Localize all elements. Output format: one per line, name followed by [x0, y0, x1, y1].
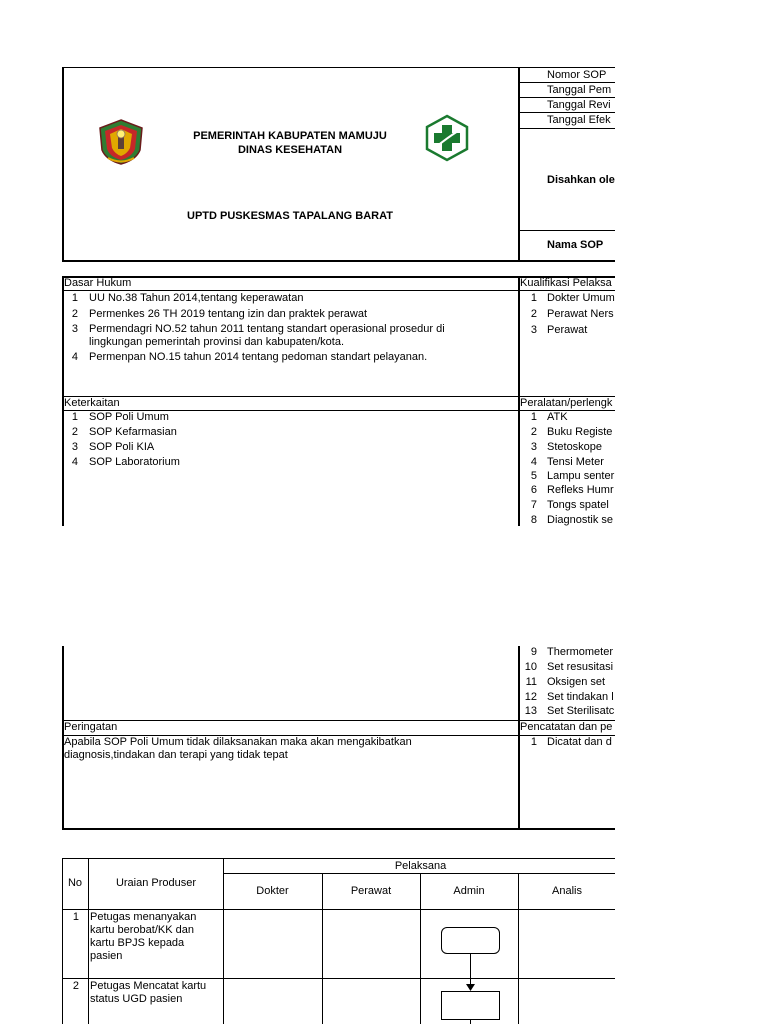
list-number: 12	[524, 691, 537, 703]
table-rule	[223, 858, 224, 1024]
list-number: 6	[530, 484, 537, 496]
list-item: Permenpan NO.15 tahun 2014 tentang pedoman standart pelayanan.	[89, 351, 428, 363]
list-item: Set tindakan l	[547, 691, 614, 703]
list-number: 3	[71, 441, 78, 453]
list-item: Refleks Humr	[547, 484, 614, 496]
row-text: Petugas Mencatat kartu	[90, 980, 207, 992]
list-item: Perawat	[547, 324, 588, 336]
list-number: 13	[524, 705, 537, 717]
unit-name: UPTD PUSKESMAS TAPALANG BARAT	[187, 210, 393, 222]
meta-rule	[519, 82, 615, 83]
list-item: SOP Poli Umum	[89, 411, 169, 423]
list-item: Tensi Meter	[547, 456, 604, 468]
col-uraian-header: Uraian Produser	[115, 877, 197, 889]
section-header-rule	[62, 290, 615, 291]
header-top-border	[62, 67, 615, 68]
role-admin: Admin	[453, 885, 485, 897]
gov-line-2: DINAS KESEHATAN	[237, 144, 343, 156]
meta-rule	[519, 230, 615, 231]
row-number: 2	[72, 980, 79, 992]
dasar-hukum-title: Dasar Hukum	[64, 277, 132, 289]
list-item: Thermometer	[547, 646, 614, 658]
list-item: ATK	[547, 411, 568, 423]
list-number: 10	[524, 661, 537, 673]
row-text: kartu BPJS kepada	[90, 937, 185, 949]
keterkaitan-title: Keterkaitan	[64, 397, 120, 409]
list-item-continued: lingkungan pemerintah provinsi dan kabupaten/kota.	[89, 336, 345, 348]
list-item: Set Sterilisatc	[547, 705, 615, 717]
list-number: 1	[71, 292, 78, 304]
list-item: SOP Kefarmasian	[89, 426, 177, 438]
role-analis: Analis	[552, 885, 582, 897]
peralatan-title: Peralatan/perlengk	[520, 397, 613, 409]
list-item: Lampu senter	[547, 470, 615, 482]
list-number: 4	[71, 456, 78, 468]
list-item: Permenkes 26 TH 2019 tentang izin dan praktek perawat	[89, 308, 368, 320]
table-rule	[62, 978, 615, 979]
flow-start-terminator	[441, 927, 500, 954]
list-item: SOP Poli KIA	[89, 441, 155, 453]
table-rule	[62, 858, 615, 859]
kabupaten-crest-icon	[96, 118, 146, 166]
peringatan-title: Peringatan	[64, 721, 118, 733]
header-bottom-border	[62, 260, 615, 262]
list-item: UU No.38 Tahun 2014,tentang keperawatan	[89, 292, 304, 304]
meta-rule	[519, 112, 615, 113]
disahkan-label: Disahkan ole	[547, 174, 615, 186]
meta-tanggal-pembuatan: Tanggal Pem	[547, 84, 612, 96]
table-rule	[223, 873, 615, 874]
list-number: 5	[530, 470, 537, 482]
nama-sop-label: Nama SOP	[547, 239, 604, 251]
list-item: Oksigen set	[547, 676, 606, 688]
role-perawat: Perawat	[350, 885, 392, 897]
peringatan-text-line-2: diagnosis,tindakan dan terapi yang tidak tepat	[64, 749, 288, 761]
list-number: 8	[530, 514, 537, 526]
row-number: 1	[72, 911, 79, 923]
col-no-header: No	[67, 877, 83, 889]
pencatatan-title: Pencatatan dan pe	[520, 721, 613, 733]
kualifikasi-title: Kualifikasi Pelaksa	[520, 277, 612, 289]
meta-nomor-sop: Nomor SOP	[547, 69, 607, 81]
flow-process-box	[441, 991, 500, 1020]
list-number: 1	[71, 411, 78, 423]
meta-tanggal-efektif: Tanggal Efek	[547, 114, 611, 126]
header-left-border	[62, 67, 64, 261]
list-item: Tongs spatel	[547, 499, 609, 511]
list-item: SOP Laboratorium	[89, 456, 180, 468]
list-number: 3	[71, 323, 78, 335]
meta-rule	[519, 97, 615, 98]
flow-connector	[470, 1019, 471, 1024]
list-number: 1	[530, 411, 537, 423]
row-text: kartu berobat/KK dan	[90, 924, 194, 936]
section-bottom-border	[62, 828, 615, 830]
row-text: Petugas menanyakan	[90, 911, 197, 923]
list-number: 4	[71, 351, 78, 363]
role-dokter: Dokter	[256, 885, 289, 897]
row-text: status UGD pasien	[90, 993, 183, 1005]
list-number: 2	[530, 426, 537, 438]
list-number: 2	[71, 308, 78, 320]
list-number: 4	[530, 456, 537, 468]
list-number: 2	[71, 426, 78, 438]
list-number: 3	[530, 324, 537, 336]
list-number: 9	[530, 646, 537, 658]
list-item: Permendagri NO.52 tahun 2011 tentang standart operasional prosedur di	[89, 323, 445, 335]
pelaksana-header: Pelaksana	[394, 860, 447, 872]
list-item: Buku Registe	[547, 426, 613, 438]
list-item: Set resusitasi	[547, 661, 614, 673]
list-item: Stetoskope	[547, 441, 603, 453]
list-item: Perawat Ners	[547, 308, 614, 320]
list-number: 1	[530, 292, 537, 304]
list-number: 3	[530, 441, 537, 453]
list-item: Dokter Umum	[547, 292, 615, 304]
list-number: 11	[525, 676, 537, 688]
meta-tanggal-revisi: Tanggal Revi	[547, 99, 611, 111]
peringatan-text-line-1: Apabila SOP Poli Umum tidak dilaksanakan maka akan mengakibatkan	[64, 736, 412, 748]
list-number: 2	[530, 308, 537, 320]
health-cross-icon	[424, 114, 470, 162]
arrow-down-icon	[466, 984, 475, 991]
pencatatan-item: Dicatat dan d	[547, 736, 612, 748]
row-text: pasien	[90, 950, 123, 962]
list-number: 7	[530, 499, 537, 511]
gov-line-1: PEMERINTAH KABUPATEN MAMUJU	[193, 130, 387, 142]
list-item: Diagnostik se	[547, 514, 614, 526]
meta-rule	[519, 128, 615, 129]
list-number: 1	[530, 736, 537, 748]
table-rule	[62, 909, 615, 910]
